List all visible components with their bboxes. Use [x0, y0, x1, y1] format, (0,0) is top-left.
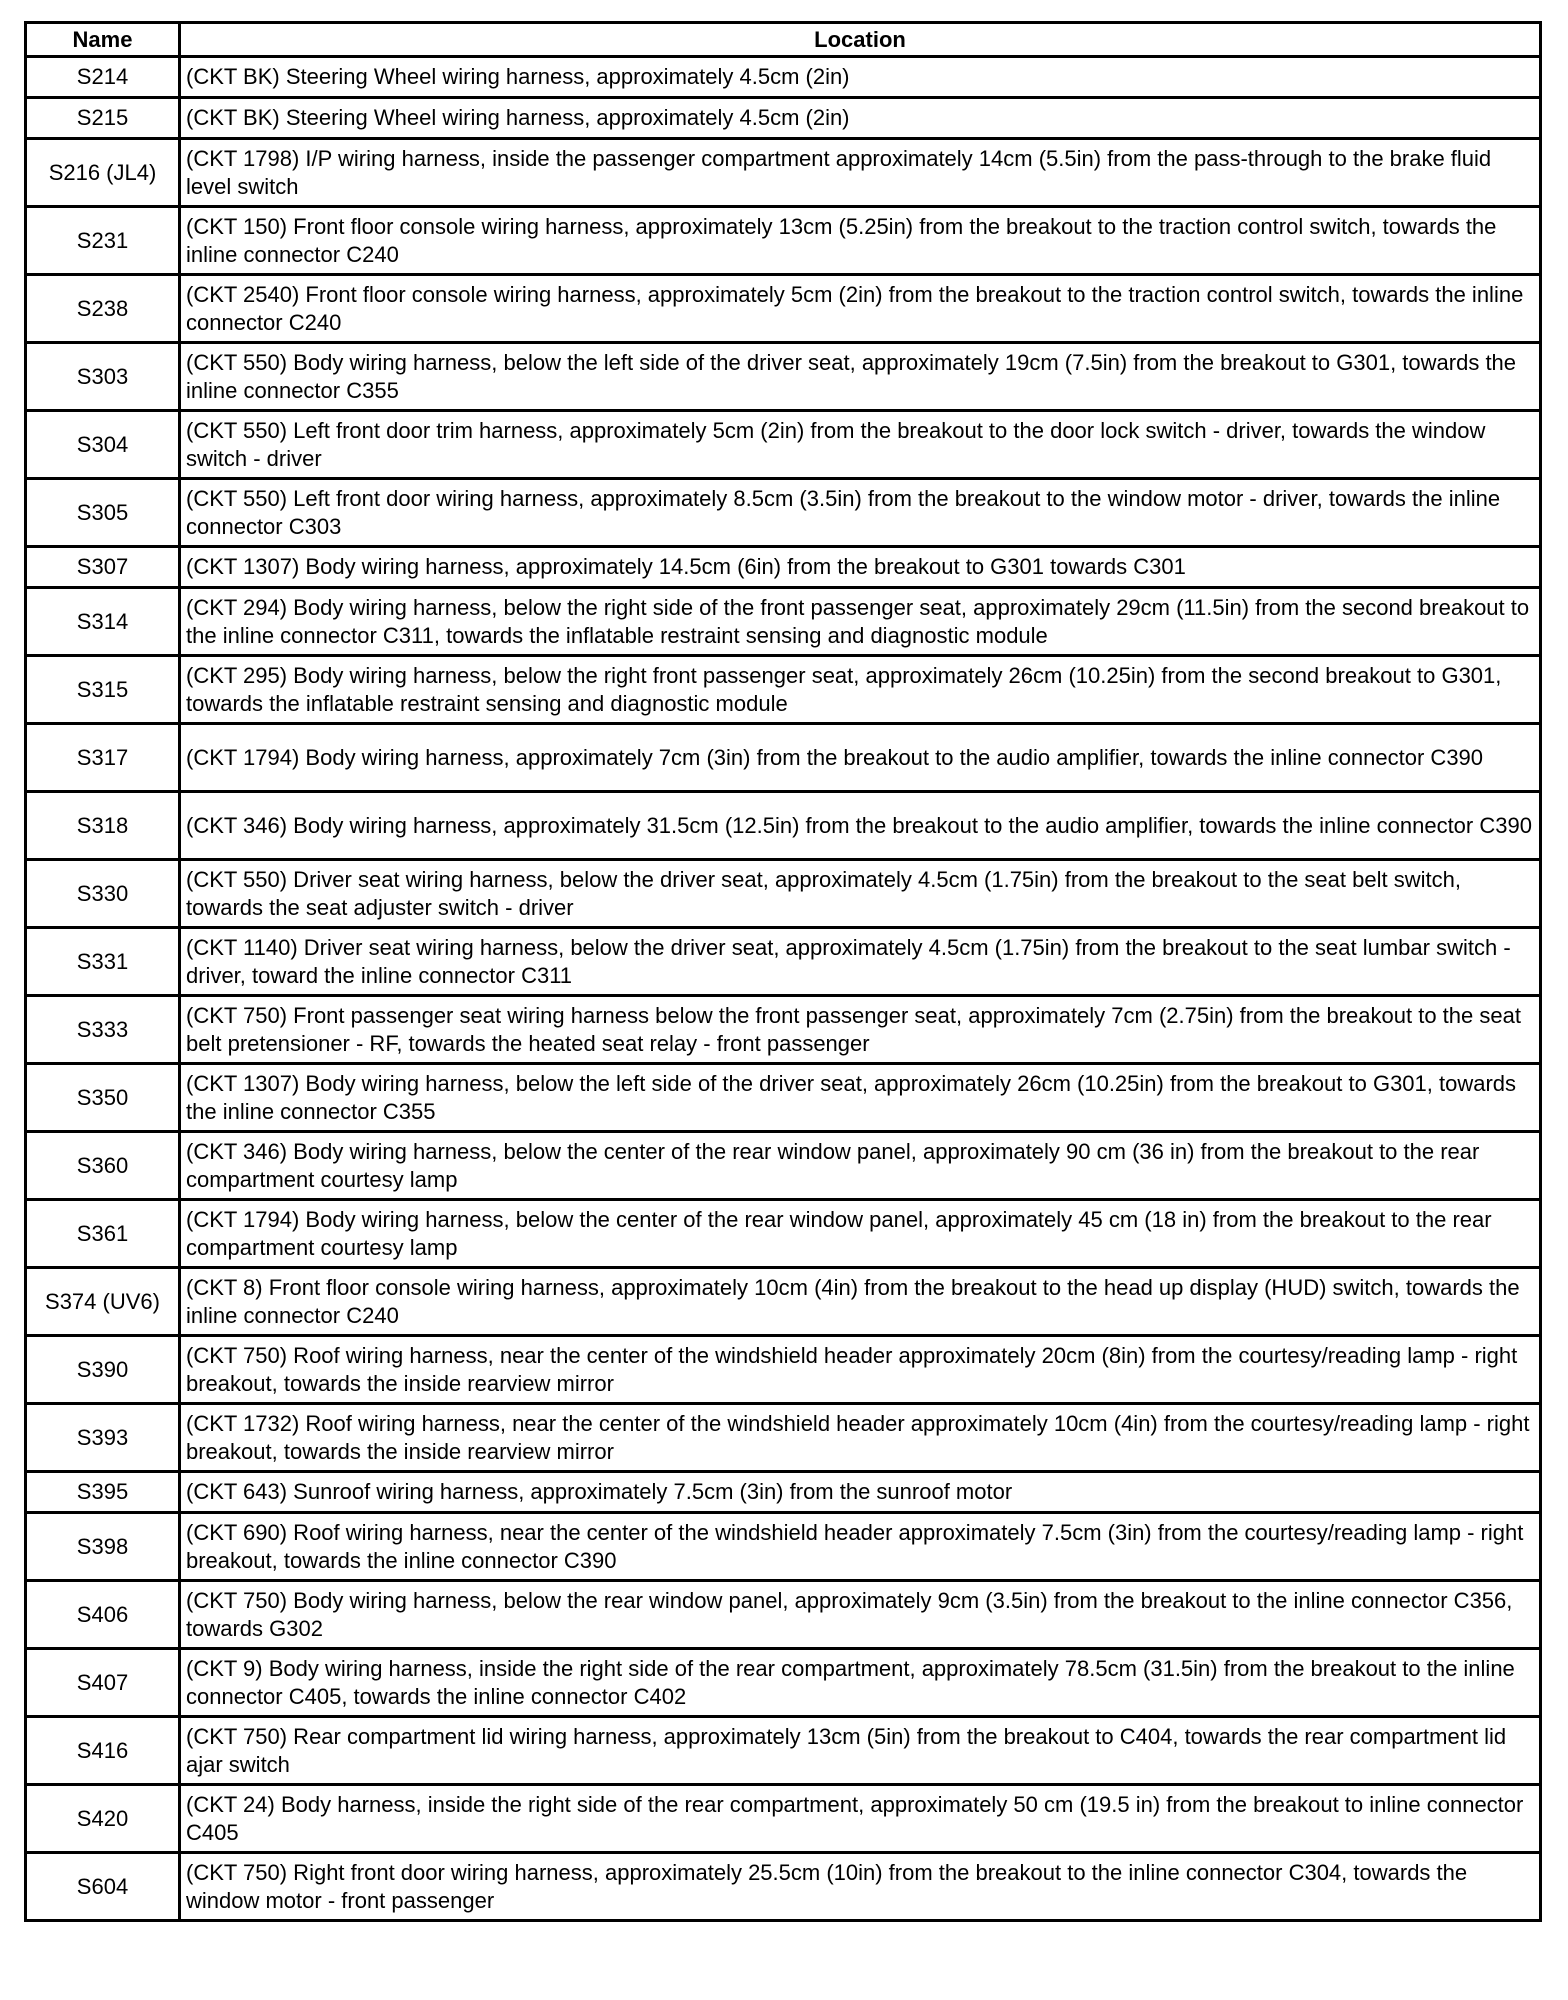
splice-location: (CKT 24) Body harness, inside the right side of the rear compartment, approximately 50 cm (19.5 in) from the breakout to inline connector C405 — [180, 1785, 1541, 1853]
splice-name: S215 — [26, 98, 180, 139]
table-row — [26, 479, 1541, 547]
splice-name: S604 — [26, 1853, 180, 1921]
splice-location: (CKT 643) Sunroof wiring harness, approximately 7.5cm (3in) from the sunroof motor — [180, 1472, 1541, 1513]
table-row — [26, 1853, 1541, 1921]
table-row — [26, 996, 1541, 1064]
splice-location: (CKT 346) Body wiring harness, below the center of the rear window panel, approximately 90 cm (36 in) from the breakout to the rear compartment courtesy lamp — [180, 1132, 1541, 1200]
table-row — [26, 139, 1541, 207]
splice-location: (CKT 750) Front passenger seat wiring harness below the front passenger seat, approximately 7cm (2.75in) from the breakout to the seat belt pretensioner - RF, towards the heated seat relay - front passenger — [180, 996, 1541, 1064]
table-row — [26, 98, 1541, 139]
table-row — [26, 1132, 1541, 1200]
splice-name: S314 — [26, 588, 180, 656]
table-row — [26, 860, 1541, 928]
splice-name: S305 — [26, 479, 180, 547]
header-row — [26, 23, 1541, 57]
splice-name: S390 — [26, 1336, 180, 1404]
table-row — [26, 343, 1541, 411]
splice-name: S416 — [26, 1717, 180, 1785]
splice-location: (CKT BK) Steering Wheel wiring harness, approximately 4.5cm (2in) — [180, 98, 1541, 139]
splice-name: S406 — [26, 1581, 180, 1649]
splice-location: (CKT 1307) Body wiring harness, below the left side of the driver seat, approximately 26cm (10.25in) from the breakout to G301, towards the inline connector C355 — [180, 1064, 1541, 1132]
splice-location: (CKT 295) Body wiring harness, below the right front passenger seat, approximately 26cm (10.25in) from the second breakout to G301, towards the inflatable restraint sensing and diagnostic module — [180, 656, 1541, 724]
table-row — [26, 588, 1541, 656]
splice-location: (CKT 294) Body wiring harness, below the right side of the front passenger seat, approximately 29cm (11.5in) from the second breakout to the inline connector C311, towards the inflatable restraint sensing and diagnostic module — [180, 588, 1541, 656]
splice-name: S407 — [26, 1649, 180, 1717]
splice-location: (CKT 550) Left front door wiring harness, approximately 8.5cm (3.5in) from the breakout to the window motor - driver, towards the inline connector C303 — [180, 479, 1541, 547]
splice-location: (CKT 550) Body wiring harness, below the left side of the driver seat, approximately 19cm (7.5in) from the breakout to G301, towards the inline connector C355 — [180, 343, 1541, 411]
splice-name: S395 — [26, 1472, 180, 1513]
splice-name: S333 — [26, 996, 180, 1064]
table-row — [26, 656, 1541, 724]
table-row — [26, 275, 1541, 343]
splice-name: S216 (JL4) — [26, 139, 180, 207]
table-row — [26, 1472, 1541, 1513]
splice-location: (CKT 750) Right front door wiring harness, approximately 25.5cm (10in) from the breakout to the inline connector C304, towards the window motor - front passenger — [180, 1853, 1541, 1921]
splice-location: (CKT 550) Driver seat wiring harness, below the driver seat, approximately 4.5cm (1.75in) from the breakout to the seat belt switch, towards the seat adjuster switch - driver — [180, 860, 1541, 928]
splice-location: (CKT 1798) I/P wiring harness, inside the passenger compartment approximately 14cm (5.5in) from the pass-through to the brake fluid level switch — [180, 139, 1541, 207]
table-row — [26, 207, 1541, 275]
table-row — [26, 792, 1541, 860]
splice-name: S238 — [26, 275, 180, 343]
splice-location: (CKT 1794) Body wiring harness, below the center of the rear window panel, approximately 45 cm (18 in) from the breakout to the rear compartment courtesy lamp — [180, 1200, 1541, 1268]
splice-name: S304 — [26, 411, 180, 479]
table-row — [26, 1064, 1541, 1132]
splice-name: S350 — [26, 1064, 180, 1132]
splice-name: S374 (UV6) — [26, 1268, 180, 1336]
splice-name: S360 — [26, 1132, 180, 1200]
splice-location: (CKT 690) Roof wiring harness, near the center of the windshield header approximately 7.5cm (3in) from the courtesy/reading lamp - right breakout, towards the inline connector C390 — [180, 1513, 1541, 1581]
splice-name: S398 — [26, 1513, 180, 1581]
splice-name: S317 — [26, 724, 180, 792]
splice-name: S214 — [26, 57, 180, 98]
splice-name: S393 — [26, 1404, 180, 1472]
splice-location: (CKT 750) Rear compartment lid wiring harness, approximately 13cm (5in) from the breakout to C404, towards the rear compartment lid ajar switch — [180, 1717, 1541, 1785]
table-row — [26, 411, 1541, 479]
splice-location: (CKT 346) Body wiring harness, approximately 31.5cm (12.5in) from the breakout to the audio amplifier, towards the inline connector C390 — [180, 792, 1541, 860]
column-header-location: Location — [180, 23, 1541, 57]
splice-location: (CKT 9) Body wiring harness, inside the right side of the rear compartment, approximately 78.5cm (31.5in) from the breakout to the inline connector C405, towards the inline connector C402 — [180, 1649, 1541, 1717]
splice-location: (CKT 1307) Body wiring harness, approximately 14.5cm (6in) from the breakout to G301 towards C301 — [180, 547, 1541, 588]
splice-name: S331 — [26, 928, 180, 996]
table-row — [26, 547, 1541, 588]
splice-location: (CKT 1140) Driver seat wiring harness, below the driver seat, approximately 4.5cm (1.75in) from the breakout to the seat lumbar switch - driver, toward the inline connector C311 — [180, 928, 1541, 996]
splice-location: (CKT 2540) Front floor console wiring harness, approximately 5cm (2in) from the breakout to the traction control switch, towards the inline connector C240 — [180, 275, 1541, 343]
splice-location: (CKT 750) Body wiring harness, below the rear window panel, approximately 9cm (3.5in) from the breakout to the inline connector C356, towards G302 — [180, 1581, 1541, 1649]
splice-location: (CKT 1732) Roof wiring harness, near the center of the windshield header approximately 10cm (4in) from the courtesy/reading lamp - right breakout, towards the inside rearview mirror — [180, 1404, 1541, 1472]
splice-location: (CKT 8) Front floor console wiring harness, approximately 10cm (4in) from the breakout to the head up display (HUD) switch, towards the inline connector C240 — [180, 1268, 1541, 1336]
splice-name: S231 — [26, 207, 180, 275]
table-row — [26, 1268, 1541, 1336]
splice-name: S307 — [26, 547, 180, 588]
splice-name: S420 — [26, 1785, 180, 1853]
splice-location: (CKT 1794) Body wiring harness, approximately 7cm (3in) from the breakout to the audio amplifier, towards the inline connector C390 — [180, 724, 1541, 792]
splice-name: S315 — [26, 656, 180, 724]
table-row — [26, 724, 1541, 792]
splice-name: S330 — [26, 860, 180, 928]
table-row — [26, 1200, 1541, 1268]
table-row — [26, 1404, 1541, 1472]
splice-location: (CKT 550) Left front door trim harness, approximately 5cm (2in) from the breakout to the door lock switch - driver, towards the window switch - driver — [180, 411, 1541, 479]
table-row — [26, 57, 1541, 98]
splice-name: S318 — [26, 792, 180, 860]
table-row — [26, 1717, 1541, 1785]
splice-location: (CKT BK) Steering Wheel wiring harness, approximately 4.5cm (2in) — [180, 57, 1541, 98]
table-row — [26, 1581, 1541, 1649]
column-header-name: Name — [26, 23, 180, 57]
splice-location: (CKT 150) Front floor console wiring harness, approximately 13cm (5.25in) from the breakout to the traction control switch, towards the inline connector C240 — [180, 207, 1541, 275]
table-row — [26, 1513, 1541, 1581]
table-row — [26, 1785, 1541, 1853]
splice-location-table — [24, 21, 1542, 1922]
splice-name: S361 — [26, 1200, 180, 1268]
splice-location: (CKT 750) Roof wiring harness, near the center of the windshield header approximately 20cm (8in) from the courtesy/reading lamp - right breakout, towards the inside rearview mirror — [180, 1336, 1541, 1404]
table-row — [26, 1336, 1541, 1404]
table-row — [26, 928, 1541, 996]
table-row — [26, 1649, 1541, 1717]
splice-name: S303 — [26, 343, 180, 411]
